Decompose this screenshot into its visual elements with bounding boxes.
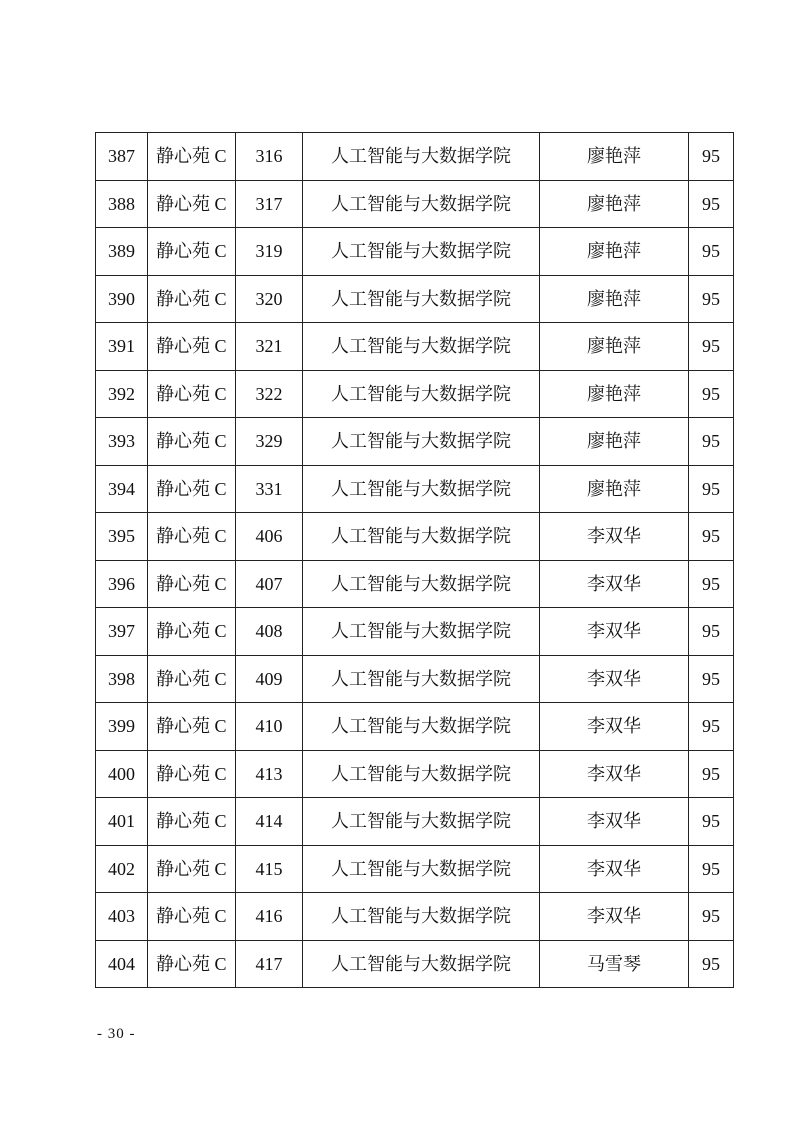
row-number-cell: 387: [96, 133, 148, 181]
room-number-cell: 414: [236, 798, 303, 846]
college-cell: 人工智能与大数据学院: [303, 180, 540, 228]
name-cell: 李双华: [540, 655, 689, 703]
college-cell: 人工智能与大数据学院: [303, 323, 540, 371]
row-number-cell: 400: [96, 750, 148, 798]
page-number: - 30 -: [97, 1026, 136, 1042]
score-cell: 95: [689, 798, 734, 846]
score-cell: 95: [689, 133, 734, 181]
row-number-cell: 388: [96, 180, 148, 228]
table-row: [96, 608, 734, 656]
table-row: [96, 228, 734, 276]
room-number-cell: 322: [236, 370, 303, 418]
room-number-cell: 321: [236, 323, 303, 371]
college-cell: 人工智能与大数据学院: [303, 513, 540, 561]
table-row: [96, 370, 734, 418]
dorm-building-cell: 静心苑 C: [148, 703, 236, 751]
college-cell: 人工智能与大数据学院: [303, 133, 540, 181]
college-cell: 人工智能与大数据学院: [303, 940, 540, 988]
name-cell: 马雪琴: [540, 940, 689, 988]
row-number-cell: 398: [96, 655, 148, 703]
score-cell: 95: [689, 845, 734, 893]
college-cell: 人工智能与大数据学院: [303, 655, 540, 703]
dorm-building-cell: 静心苑 C: [148, 750, 236, 798]
score-cell: 95: [689, 180, 734, 228]
college-cell: 人工智能与大数据学院: [303, 560, 540, 608]
row-number-cell: 393: [96, 418, 148, 466]
college-cell: 人工智能与大数据学院: [303, 608, 540, 656]
name-cell: 廖艳萍: [540, 133, 689, 181]
table-row: [96, 418, 734, 466]
row-number-cell: 397: [96, 608, 148, 656]
table-row: [96, 323, 734, 371]
score-cell: 95: [689, 703, 734, 751]
table-row: [96, 703, 734, 751]
room-number-cell: 319: [236, 228, 303, 276]
room-number-cell: 317: [236, 180, 303, 228]
row-number-cell: 394: [96, 465, 148, 513]
row-number-cell: 391: [96, 323, 148, 371]
dorm-building-cell: 静心苑 C: [148, 465, 236, 513]
name-cell: 李双华: [540, 513, 689, 561]
room-number-cell: 320: [236, 275, 303, 323]
room-number-cell: 415: [236, 845, 303, 893]
score-cell: 95: [689, 940, 734, 988]
table-body: [96, 133, 734, 988]
dorm-building-cell: 静心苑 C: [148, 608, 236, 656]
college-cell: 人工智能与大数据学院: [303, 275, 540, 323]
dorm-building-cell: 静心苑 C: [148, 560, 236, 608]
name-cell: 李双华: [540, 845, 689, 893]
table-row: [96, 798, 734, 846]
room-number-cell: 410: [236, 703, 303, 751]
score-cell: 95: [689, 418, 734, 466]
row-number-cell: 390: [96, 275, 148, 323]
table-row: [96, 275, 734, 323]
dorm-building-cell: 静心苑 C: [148, 655, 236, 703]
room-number-cell: 406: [236, 513, 303, 561]
table-row: [96, 655, 734, 703]
dorm-building-cell: 静心苑 C: [148, 893, 236, 941]
score-cell: 95: [689, 893, 734, 941]
name-cell: 李双华: [540, 798, 689, 846]
row-number-cell: 399: [96, 703, 148, 751]
score-cell: 95: [689, 370, 734, 418]
row-number-cell: 389: [96, 228, 148, 276]
row-number-cell: 396: [96, 560, 148, 608]
name-cell: 廖艳萍: [540, 323, 689, 371]
dorm-building-cell: 静心苑 C: [148, 845, 236, 893]
name-cell: 廖艳萍: [540, 228, 689, 276]
table-row: [96, 180, 734, 228]
table-row: [96, 133, 734, 181]
room-number-cell: 316: [236, 133, 303, 181]
table-row: [96, 465, 734, 513]
score-cell: 95: [689, 228, 734, 276]
room-number-cell: 408: [236, 608, 303, 656]
name-cell: 廖艳萍: [540, 418, 689, 466]
dorm-building-cell: 静心苑 C: [148, 133, 236, 181]
score-cell: 95: [689, 323, 734, 371]
college-cell: 人工智能与大数据学院: [303, 465, 540, 513]
name-cell: 李双华: [540, 750, 689, 798]
name-cell: 李双华: [540, 608, 689, 656]
score-cell: 95: [689, 750, 734, 798]
name-cell: 李双华: [540, 560, 689, 608]
room-number-cell: 409: [236, 655, 303, 703]
dormitory-table: [95, 132, 734, 988]
college-cell: 人工智能与大数据学院: [303, 703, 540, 751]
score-cell: 95: [689, 655, 734, 703]
college-cell: 人工智能与大数据学院: [303, 798, 540, 846]
college-cell: 人工智能与大数据学院: [303, 228, 540, 276]
name-cell: 廖艳萍: [540, 275, 689, 323]
row-number-cell: 404: [96, 940, 148, 988]
name-cell: 李双华: [540, 703, 689, 751]
name-cell: 廖艳萍: [540, 180, 689, 228]
room-number-cell: 416: [236, 893, 303, 941]
room-number-cell: 417: [236, 940, 303, 988]
score-cell: 95: [689, 560, 734, 608]
college-cell: 人工智能与大数据学院: [303, 845, 540, 893]
name-cell: 廖艳萍: [540, 465, 689, 513]
room-number-cell: 329: [236, 418, 303, 466]
dorm-building-cell: 静心苑 C: [148, 513, 236, 561]
dorm-building-cell: 静心苑 C: [148, 275, 236, 323]
room-number-cell: 413: [236, 750, 303, 798]
table-row: [96, 893, 734, 941]
dorm-building-cell: 静心苑 C: [148, 798, 236, 846]
score-cell: 95: [689, 513, 734, 561]
college-cell: 人工智能与大数据学院: [303, 893, 540, 941]
row-number-cell: 401: [96, 798, 148, 846]
name-cell: 廖艳萍: [540, 370, 689, 418]
table-row: [96, 513, 734, 561]
row-number-cell: 395: [96, 513, 148, 561]
name-cell: 李双华: [540, 893, 689, 941]
table-row: [96, 845, 734, 893]
dorm-building-cell: 静心苑 C: [148, 418, 236, 466]
dorm-building-cell: 静心苑 C: [148, 370, 236, 418]
row-number-cell: 403: [96, 893, 148, 941]
score-cell: 95: [689, 465, 734, 513]
dorm-building-cell: 静心苑 C: [148, 940, 236, 988]
row-number-cell: 392: [96, 370, 148, 418]
college-cell: 人工智能与大数据学院: [303, 370, 540, 418]
college-cell: 人工智能与大数据学院: [303, 750, 540, 798]
row-number-cell: 402: [96, 845, 148, 893]
table-row: [96, 940, 734, 988]
table-row: [96, 750, 734, 798]
room-number-cell: 407: [236, 560, 303, 608]
score-cell: 95: [689, 608, 734, 656]
room-number-cell: 331: [236, 465, 303, 513]
dorm-building-cell: 静心苑 C: [148, 323, 236, 371]
college-cell: 人工智能与大数据学院: [303, 418, 540, 466]
table-row: [96, 560, 734, 608]
dorm-building-cell: 静心苑 C: [148, 180, 236, 228]
score-cell: 95: [689, 275, 734, 323]
dorm-building-cell: 静心苑 C: [148, 228, 236, 276]
